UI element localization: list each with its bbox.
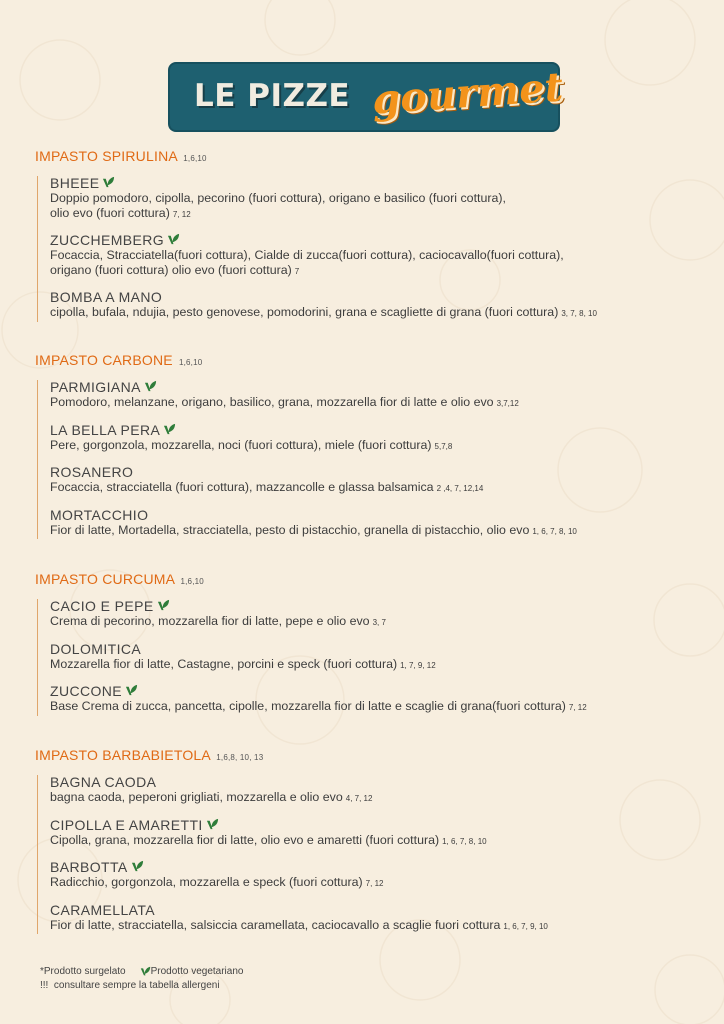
section-allergens: 1,6,10 [178,358,203,367]
section-items [37,176,695,322]
vegetarian-leaf-icon [163,423,176,436]
item-desc-line: bagna caoda, peperoni grigliati, mozzarella e olio evo [50,790,343,804]
item-desc-line: Radicchio, gorgonzola, mozzarella e speck (fuori cottura) [50,875,363,889]
item-name: ROSANERO [50,464,134,480]
menu-section [35,571,695,727]
item-name: BHEEE [50,175,100,191]
menu-section [35,148,695,333]
item-allergens: 1, 6, 7, 8, 10 [532,526,577,536]
menu-item [50,508,695,540]
item-allergens: 7, 12 [568,703,587,712]
item-allergens: 7 [294,266,300,276]
item-name-row [50,465,695,480]
section-items [37,775,695,934]
item-name: LA BELLA PERA [50,421,161,438]
menu-section [35,352,695,550]
item-desc-line: Doppio pomodoro, cipolla, pecorino (fuori cottura), origano e basilico (fuori cottura), [50,191,506,205]
item-description [50,438,695,455]
item-desc-line: Base Crema di zucca, pancetta, cipolle, mozzarella fior di latte e scaglie di grana(fuori cottura) [50,699,566,713]
item-description [50,875,695,892]
item-allergens: 5,7,8 [434,441,453,451]
item-allergens: 1, 6, 7, 9, 10 [503,921,548,931]
menu-item [50,642,695,674]
section-title-text: IMPASTO CURCUMA [35,571,175,587]
item-name-row [50,380,695,395]
menu-item [50,380,695,412]
item-name-row [50,599,695,614]
item-allergens: 3,7,12 [496,399,519,408]
section-title [35,352,695,368]
menu-item [50,465,695,497]
menu-item [50,818,695,850]
item-allergens: 4, 7, 12 [345,794,373,803]
vegetarian-leaf-icon [206,818,219,831]
item-allergens: 3, 7 [372,618,386,627]
item-description [50,480,695,497]
item-name-row [50,684,695,699]
item-name-row [50,176,695,191]
item-description [50,657,695,674]
item-description [50,191,695,222]
item-desc-line: Mozzarella fior di latte, Castagne, porcini e speck (fuori cottura) [50,656,398,671]
section-title-text: IMPASTO BARBABIETOLA [35,747,211,763]
item-allergens: 7, 12 [365,879,384,888]
section-items [37,599,695,716]
vegetarian-leaf-icon [140,966,151,977]
footer [40,964,243,992]
item-description [50,699,695,716]
item-name: DOLOMITICA [50,640,142,657]
item-name: BOMBA A MANO [50,289,163,305]
vegetarian-leaf-icon [157,599,170,612]
item-description [50,833,695,850]
vegetarian-leaf-icon [144,380,157,393]
item-name: CARAMELLATA [50,901,156,918]
item-desc-line: Focaccia, stracciatella (fuori cottura), mazzancolle e glassa balsamica [50,480,434,494]
menu-item [50,599,695,631]
menu-item [50,423,695,455]
section-allergens: 1,6,10 [183,154,207,163]
menu-item [50,176,695,222]
section-items [37,380,695,539]
item-name: ZUCCONE [50,683,123,699]
section-title [35,747,695,763]
vegetarian-leaf-icon [131,860,144,873]
item-name-row [50,508,695,523]
item-name: ZUCCHEMBERG [50,232,165,248]
footer-vegetarian-note: Prodotto vegetariano [150,965,244,977]
footer-allergen-note: !!! consultare sempre la tabella allergeni [40,979,220,991]
item-description [50,790,695,807]
item-desc-line: Cipolla, grana, mozzarella fior di latte, olio evo e amaretti (fuori cottura) [50,832,440,847]
menu-item [50,290,695,322]
item-name: PARMIGIANA [50,379,141,395]
section-title-text: IMPASTO CARBONE [35,352,173,368]
item-name-row [50,642,695,657]
section-allergens: 1,6,10 [180,577,204,586]
item-name-row [50,818,695,833]
item-name: MORTACCHIO [50,506,149,523]
item-allergens: 7, 12 [172,209,191,219]
section-title [35,571,695,587]
item-allergens: 1, 6, 7, 8, 10 [442,836,487,846]
item-description [50,395,695,412]
item-name: BARBOTTA [50,859,128,875]
item-allergens: 1, 7, 9, 12 [400,660,436,670]
header-title: LE PIZZE [194,78,351,114]
item-desc-line: Pere, gorgonzola, mozzarella, noci (fuori cottura), miele (fuori cottura) [50,437,432,452]
item-name-row [50,423,695,438]
item-desc-line: cipolla, bufala, ndujia, pesto genovese, pomodorini, grana e scagliette di grana (fuori cottura) [50,305,559,319]
item-name-row [50,233,695,248]
item-allergens: 3, 7, 8, 10 [561,309,597,318]
item-desc-line: Pomodoro, melanzane, origano, basilico, grana, mozzarella fior di latte e olio evo [50,395,494,409]
item-name-row [50,290,695,305]
menu-item [50,903,695,935]
item-name-row [50,860,695,875]
item-desc-line: Focaccia, Stracciatella(fuori cottura), Cialde di zucca(fuori cottura), caciocavallo(fuori cottura), [50,248,564,262]
section-allergens: 1,6,8, 10, 13 [216,753,264,762]
item-name-row [50,775,695,790]
footer-frozen-note: *Prodotto surgelato [40,965,126,977]
vegetarian-leaf-icon [125,684,138,697]
menu-section [35,747,695,945]
item-description [50,523,695,540]
item-desc-line: Crema di pecorino, mozzarella fior di latte, pepe e olio evo [50,614,370,628]
item-name-row [50,903,695,918]
section-title [35,148,695,164]
item-description [50,614,695,631]
menu-item [50,684,695,716]
section-title-text: IMPASTO SPIRULINA [35,148,178,164]
item-desc-line-2: origano (fuori cottura) olio evo (fuori cottura) [50,262,292,277]
menu-item [50,860,695,892]
vegetarian-leaf-icon [167,233,180,246]
vegetarian-leaf-icon [102,176,115,189]
item-description [50,248,695,279]
item-desc-line: Fior di latte, stracciatella, salsiccia caramellata, caciocavallo a scaglie fuori cottura [50,917,501,932]
header-title-script: gourmet [370,63,565,124]
item-allergens: 2 ,4, 7, 12,14 [436,484,484,493]
item-desc-line: Fior di latte, Mortadella, stracciatella, pesto di pistacchio, granella di pistacchio, olio evo [50,522,530,537]
item-name: CACIO E PEPE [50,598,154,614]
item-desc-line-2: olio evo (fuori cottura) [50,205,170,220]
item-name: BAGNA CAODA [50,774,157,790]
item-description [50,305,695,322]
menu-item [50,233,695,279]
item-description [50,918,695,935]
item-name: CIPOLLA E AMARETTI [50,816,203,833]
menu-item [50,775,695,807]
